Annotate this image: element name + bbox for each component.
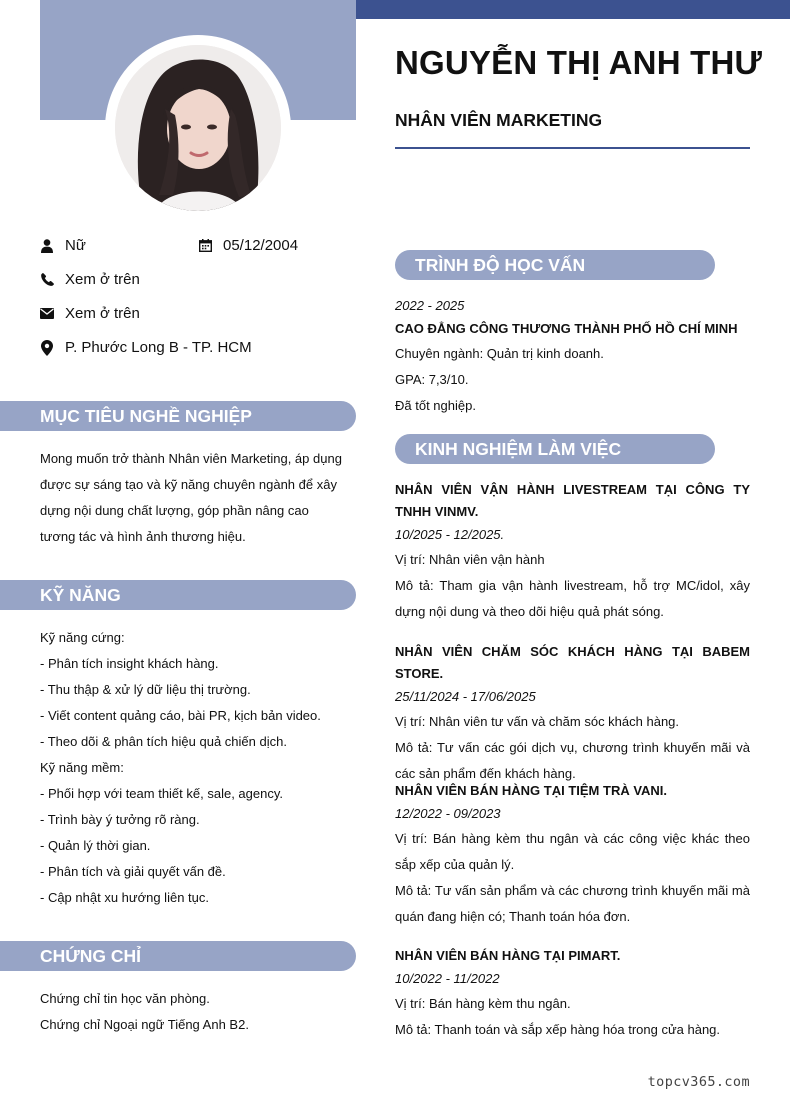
skill-line: - Thu thập & xử lý dữ liệu thị trường. bbox=[40, 682, 251, 697]
education-major: Chuyên ngành: Quản trị kinh doanh. bbox=[395, 346, 604, 361]
experience-position: Vị trí: Nhân viên vận hành bbox=[395, 552, 545, 567]
skill-line: - Phân tích insight khách hàng. bbox=[40, 656, 219, 671]
certificate-line: Chứng chỉ tin học văn phòng. bbox=[40, 991, 210, 1006]
certificate-line: Chứng chỉ Ngoại ngữ Tiếng Anh B2. bbox=[40, 1017, 249, 1032]
title-divider bbox=[395, 147, 750, 149]
contact-address bbox=[40, 339, 252, 356]
calendar-icon bbox=[198, 238, 212, 254]
experience-period: 10/2022 - 11/2022 bbox=[395, 971, 500, 986]
experience-item bbox=[395, 479, 750, 625]
skill-line: Kỹ năng cứng: bbox=[40, 630, 125, 645]
skill-line: - Phối hợp với team thiết kế, sale, agency. bbox=[40, 786, 283, 801]
education-status: Đã tốt nghiệp. bbox=[395, 398, 476, 413]
skill-line: - Phân tích và giải quyết vấn đề. bbox=[40, 864, 226, 879]
objective-text: Mong muốn trở thành Nhân viên Marketing, áp dụng được sự sáng tạo và kỹ năng chuyên ngành để xây dựng nội dung chất lượng, góp phần nâng cao tương tác và hình ảnh thương hiệu. bbox=[40, 451, 342, 544]
experience-title: NHÂN VIÊN BÁN HÀNG TẠI TIỆM TRÀ VANI. bbox=[395, 783, 668, 798]
section-heading-certificates: CHỨNG CHỈ bbox=[0, 941, 356, 971]
section-heading-experience: KINH NGHIỆM LÀM VIỆC bbox=[395, 434, 715, 464]
experience-title: NHÂN VIÊN CHĂM SÓC KHÁCH HÀNG TẠI BABEM STORE. bbox=[395, 644, 750, 681]
experience-position: Vị trí: Nhân viên tư vấn và chăm sóc khách hàng. bbox=[395, 714, 680, 729]
experience-description: Mô tả: Tư vấn sản phẩm và các chương trình khuyến mãi mà quán đang hiện có; Thanh toán hóa đơn. bbox=[395, 883, 750, 924]
address-value: P. Phước Long B - TP. HCM bbox=[65, 339, 252, 356]
skill-line: - Trình bày ý tưởng rõ ràng. bbox=[40, 812, 200, 827]
skills-list bbox=[40, 625, 350, 911]
contact-birthdate bbox=[198, 237, 298, 254]
certificates-list bbox=[40, 986, 350, 1038]
contact-email bbox=[40, 305, 140, 322]
experience-description: Mô tả: Thanh toán và sắp xếp hàng hóa trong cửa hàng. bbox=[395, 1022, 721, 1037]
birthdate-value: 05/12/2004 bbox=[223, 237, 299, 254]
experience-title: NHÂN VIÊN VẬN HÀNH LIVESTREAM TẠI CÔNG TY TNHH VINMV. bbox=[395, 482, 750, 519]
experience-period: 12/2022 - 09/2023 bbox=[395, 806, 501, 821]
education-period: 2022 - 2025 bbox=[395, 298, 465, 313]
location-pin-icon bbox=[40, 340, 54, 356]
skill-line: - Cập nhật xu hướng liên tục. bbox=[40, 890, 209, 905]
education-gpa: GPA: 7,3/10. bbox=[395, 372, 469, 387]
experience-position: Vị trí: Bán hàng kèm thu ngân. bbox=[395, 996, 571, 1011]
experience-title: NHÂN VIÊN BÁN HÀNG TẠI PIMART. bbox=[395, 948, 621, 963]
gender-value: Nữ bbox=[65, 237, 86, 254]
job-title: NHÂN VIÊN MARKETING bbox=[395, 110, 603, 130]
avatar-portrait bbox=[115, 45, 281, 211]
skill-line: Kỹ năng mềm: bbox=[40, 760, 124, 775]
user-icon bbox=[40, 238, 54, 254]
experience-description: Mô tả: Tham gia vận hành livestream, hỗ trợ MC/idol, xây dựng nội dung và theo dõi hiệu quả phát sóng. bbox=[395, 578, 750, 619]
experience-period: 25/11/2024 - 17/06/2025 bbox=[395, 689, 536, 704]
contact-phone bbox=[40, 271, 140, 288]
experience-item bbox=[395, 945, 750, 1043]
section-heading-objective: MỤC TIÊU NGHỀ NGHIỆP bbox=[0, 401, 356, 431]
avatar bbox=[115, 45, 281, 211]
experience-item bbox=[395, 641, 750, 787]
section-heading-education: TRÌNH ĐỘ HỌC VẤN bbox=[395, 250, 715, 280]
skill-line: - Viết content quảng cáo, bài PR, kịch bản video. bbox=[40, 708, 321, 723]
experience-position: Vị trí: Bán hàng kèm thu ngân và các công việc khác theo sắp xếp của quản lý. bbox=[395, 831, 750, 872]
candidate-name: NGUYỄN THỊ ANH THƯ bbox=[395, 44, 763, 81]
section-heading-skills: KỸ NĂNG bbox=[0, 580, 356, 610]
education-school: CAO ĐẲNG CÔNG THƯƠNG THÀNH PHỐ HỒ CHÍ MINH bbox=[395, 321, 738, 336]
experience-period: 10/2025 - 12/2025. bbox=[395, 527, 505, 542]
skill-line: - Theo dõi & phân tích hiệu quả chiến dịch. bbox=[40, 734, 287, 749]
phone-icon bbox=[40, 272, 54, 288]
email-value: Xem ở trên bbox=[65, 305, 140, 322]
mail-icon bbox=[40, 306, 54, 322]
experience-description: Mô tả: Tư vấn các gói dịch vụ, chương trình khuyến mãi và các sản phẩm đến khách hàng. bbox=[395, 740, 750, 781]
footer-watermark: topcv365.com bbox=[647, 1074, 750, 1090]
header-accent-bar bbox=[356, 0, 790, 19]
skill-line: - Quản lý thời gian. bbox=[40, 838, 151, 853]
experience-item bbox=[395, 780, 750, 930]
phone-value: Xem ở trên bbox=[65, 271, 140, 288]
education-entry bbox=[395, 293, 750, 419]
contact-gender bbox=[40, 237, 86, 254]
